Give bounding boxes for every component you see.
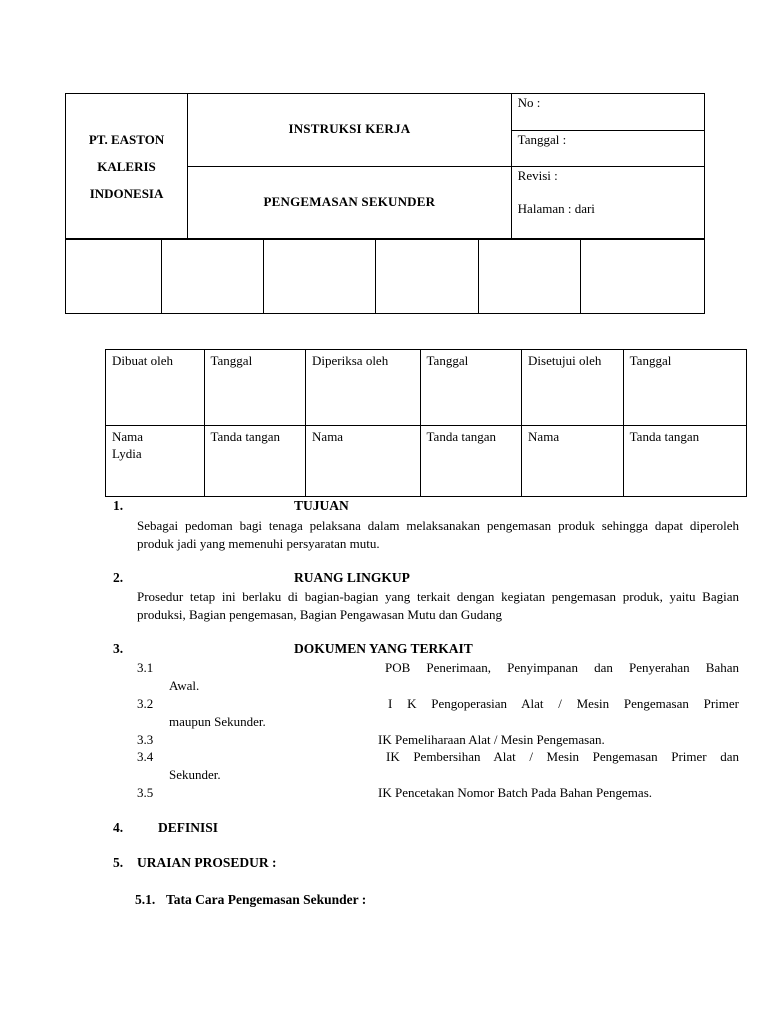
- doc-item-line2: maupun Sekunder.: [169, 714, 266, 729]
- doc-item-number: 3.4: [137, 749, 154, 764]
- doc-item-line1: [388, 695, 739, 713]
- section-1-title: TUJUAN: [294, 498, 349, 513]
- section-1-number: 1.: [113, 498, 124, 513]
- signoff-approved-by-label: Disetujui oleh: [522, 350, 624, 426]
- signoff-signature-label: Tanda tangan: [420, 426, 522, 497]
- section-5-title: URAIAN PROSEDUR :: [137, 855, 277, 870]
- doc-item-line2: Awal.: [169, 678, 200, 693]
- signoff-maker-name-cell: [106, 426, 205, 497]
- signoff-signature-label: Tanda tangan: [623, 426, 746, 497]
- section-2-number: 2.: [113, 570, 124, 585]
- signoff-date-label: Tanggal: [623, 350, 746, 426]
- signoff-date-label: Tanggal: [204, 350, 306, 426]
- section-4-number: 4.: [113, 820, 124, 835]
- document-header-table: [65, 93, 705, 240]
- doc-revision-label: Revisi :: [517, 168, 558, 183]
- doc-number-cell: [511, 94, 704, 131]
- doc-item-line2: Sekunder.: [169, 767, 221, 782]
- doc-page-label: Halaman : dari: [517, 201, 595, 216]
- doc-item-text: I K Pengoperasian Alat / Mesin Pengemasan Primer: [388, 696, 739, 711]
- section-2-title: RUANG LINGKUP: [294, 570, 410, 585]
- doc-item-text: IK Pembersihan Alat / Mesin Pengemasan Primer dan: [386, 749, 739, 764]
- doc-title: PENGEMASAN SEKUNDER: [263, 194, 436, 209]
- section-3-title: DOKUMEN YANG TERKAIT: [294, 641, 473, 656]
- doc-date-label: Tanggal :: [517, 131, 567, 147]
- company-name-line1: PT. EASTON: [88, 132, 165, 147]
- doc-type-cell: [188, 94, 512, 167]
- company-name-line2: KALERIS: [97, 159, 156, 174]
- doc-item-number: 3.3: [137, 732, 154, 747]
- company-name-line3: INDONESIA: [89, 186, 164, 201]
- section-5-1-title: Tata Cara Pengemasan Sekunder :: [166, 892, 367, 907]
- section-3-number: 3.: [113, 641, 124, 656]
- section-5-number: 5.: [113, 855, 124, 870]
- doc-item-line1: [385, 659, 739, 677]
- signoff-checked-by-label: Diperiksa oleh: [306, 350, 420, 426]
- signoff-signature-label: Tanda tangan: [204, 426, 306, 497]
- section-1-text: Sebagai pedoman bagi tenaga pelaksana dalam melaksanakan pengemasan produk sehingga dapat diperoleh produk jadi yang memenuhi persyaratan mutu.: [137, 518, 739, 551]
- doc-type: INSTRUKSI KERJA: [288, 121, 411, 136]
- section-2-text: Prosedur tetap ini berlaku di bagian-bagian yang terkait dengan kegiatan pengemasan produk, yaitu Bagian produksi, Bagian pengemasan, Bagian Pengawasan Mutu dan Gudang: [137, 589, 739, 622]
- signoff-maker-name: Lydia: [112, 446, 142, 461]
- signoff-name-label: Nama: [522, 426, 624, 497]
- doc-item-number: 3.1: [137, 660, 154, 675]
- doc-item-text: POB Penerimaan, Penyimpanan dan Penyerahan Bahan: [385, 660, 739, 675]
- doc-title-cell: [188, 167, 512, 240]
- doc-item-line1: [386, 748, 739, 766]
- section-5-1-number: 5.1.: [135, 892, 156, 907]
- blank-box: [66, 239, 162, 314]
- blank-box: [162, 239, 264, 314]
- doc-date-cell: [511, 130, 704, 167]
- blank-box: [478, 239, 580, 314]
- signoff-table: [105, 349, 747, 497]
- signoff-made-by-label: Dibuat oleh: [106, 350, 205, 426]
- doc-number-label: No :: [517, 95, 541, 110]
- company-name-cell: [66, 94, 188, 240]
- blank-box: [264, 239, 376, 314]
- doc-item-line1: IK Pencetakan Nomor Batch Pada Bahan Pengemas.: [378, 785, 653, 800]
- signoff-name-label: Nama: [112, 429, 144, 444]
- doc-item-line1: IK Pemeliharaan Alat / Mesin Pengemasan.: [378, 732, 605, 747]
- section-4-title: DEFINISI: [158, 820, 219, 835]
- doc-revision-cell: [511, 167, 704, 240]
- signoff-name-label: Nama: [306, 426, 420, 497]
- blank-box: [580, 239, 704, 314]
- doc-item-number: 3.2: [137, 696, 154, 711]
- blank-box: [376, 239, 478, 314]
- blank-box-row: [65, 238, 705, 314]
- doc-item-number: 3.5: [137, 785, 154, 800]
- signoff-date-label: Tanggal: [420, 350, 522, 426]
